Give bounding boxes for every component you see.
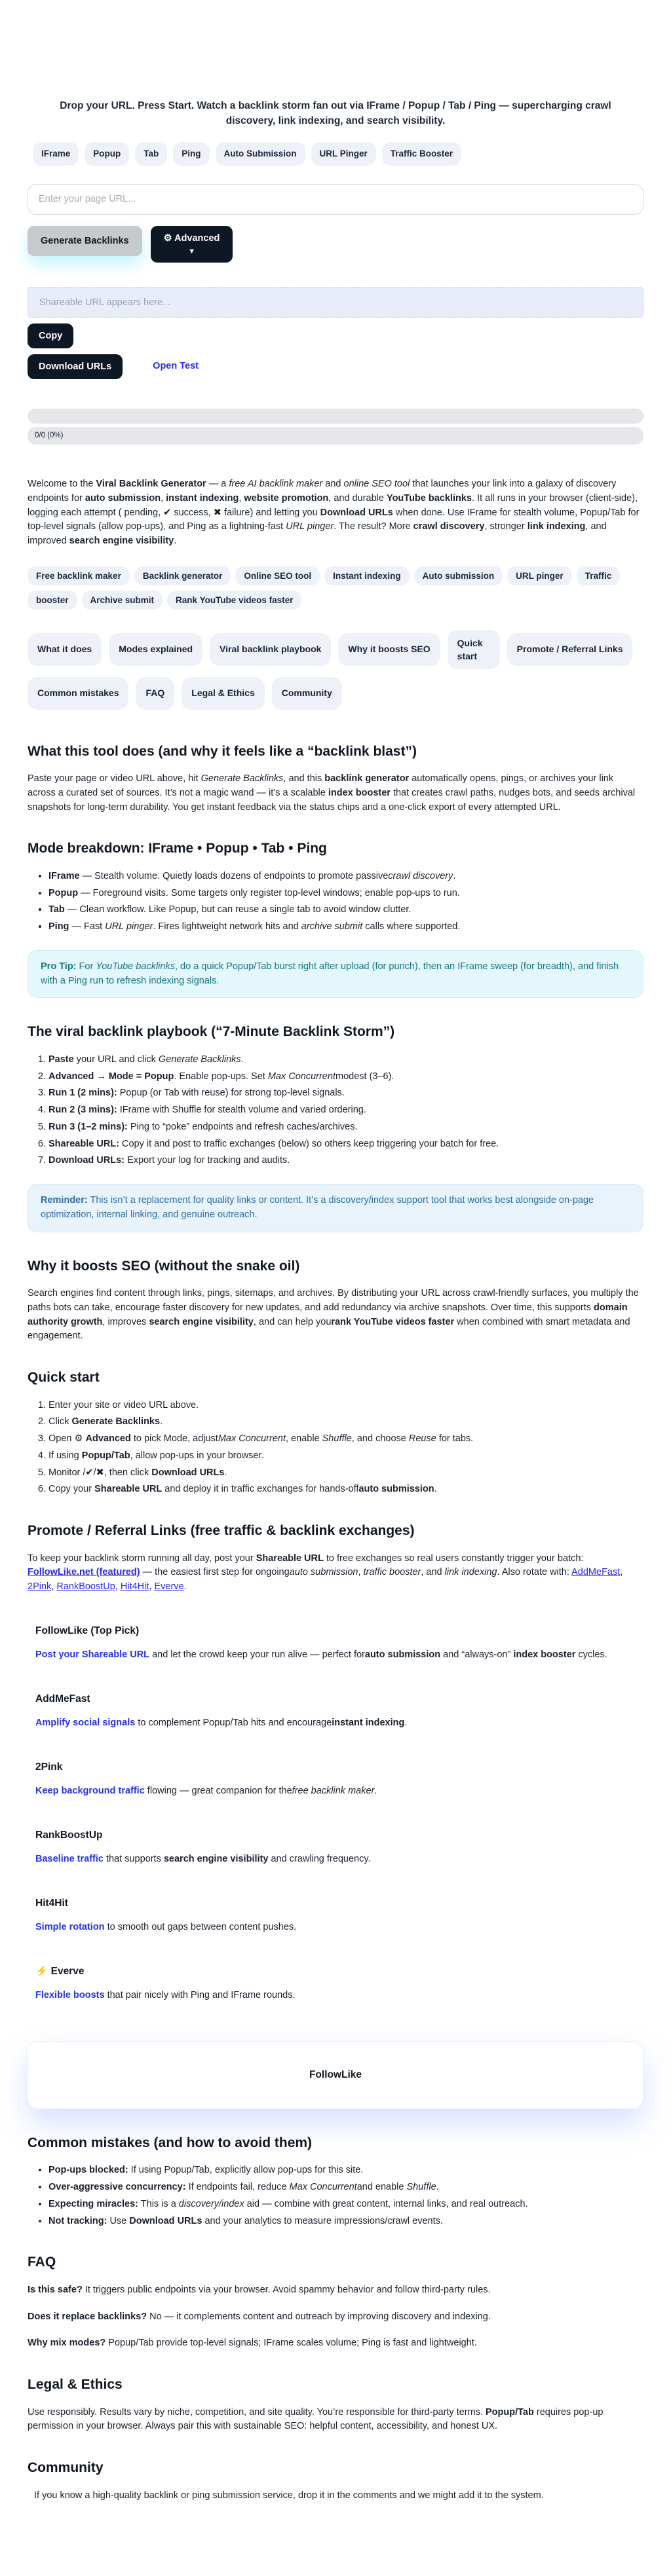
- text-segment: Copy your: [48, 1484, 95, 1495]
- text-segment: .: [174, 536, 177, 546]
- text-segment: .: [240, 1054, 244, 1065]
- followlike-banner-label: FollowLike: [309, 2069, 362, 2081]
- advanced-toggle-button[interactable]: [151, 226, 233, 263]
- text-segment: flowing — great companion for the: [144, 1786, 292, 1797]
- promo-card-followlike: [28, 1623, 643, 1663]
- text-segment: free backlink maker: [292, 1786, 375, 1797]
- section-nav-chip[interactable]: Common mistakes: [28, 677, 128, 709]
- text-segment: and “always-on”: [440, 1649, 514, 1661]
- text-segment: Pro Tip:: [41, 961, 77, 972]
- feature-chip: Auto Submission: [216, 142, 305, 166]
- text-segment: If using: [48, 1450, 82, 1461]
- community-paragraph: If you know a high-quality backlink or ping submission service, drop it in the comments and we might add it to the system.: [34, 2490, 544, 2501]
- section-nav-chip[interactable]: Promote / Referral Links: [507, 633, 633, 665]
- progress-label: 0/0 (0%): [35, 431, 64, 439]
- download-row: [28, 354, 643, 379]
- welcome-paragraph: [28, 477, 643, 549]
- text-segment: YouTube backlinks: [96, 961, 175, 972]
- text-segment: Why mix modes?: [28, 2338, 106, 2349]
- mode-list-item: [48, 887, 643, 901]
- text-segment: If endpoints fail, reduce: [185, 2182, 290, 2193]
- text-segment: Does it replace backlinks?: [28, 2311, 147, 2322]
- text-segment: that supports: [103, 1854, 164, 1865]
- text-segment: , and this: [283, 773, 325, 784]
- quickstart-step: [48, 1399, 643, 1413]
- text-segment: search engine visibility: [149, 1316, 254, 1327]
- text-segment: ,: [115, 1581, 121, 1592]
- followlike-banner-card[interactable]: [28, 2041, 643, 2109]
- pro-tip-callout: [28, 950, 643, 999]
- section-nav-chip[interactable]: Quick start: [448, 630, 500, 670]
- text-segment: .: [434, 1484, 437, 1495]
- mistake-item: [48, 2198, 643, 2212]
- text-segment: , and choose: [351, 1433, 409, 1444]
- promo-card-addmefast: [28, 1691, 643, 1731]
- text-segment: when done. Use IFrame for stealth volume, Popup/Tab for top-level signals (allow pop-ups), and Ping as a lightning-fast: [28, 507, 640, 532]
- copy-button[interactable]: Copy: [28, 323, 73, 348]
- text-segment: online SEO tool: [343, 479, 410, 489]
- hit4hit-rotation-link[interactable]: Simple rotation: [35, 1922, 105, 1933]
- promo-card-title: AddMeFast: [35, 1693, 90, 1704]
- text-segment: Open ⚙: [48, 1433, 86, 1444]
- text-segment: Shareable URL: [256, 1553, 324, 1564]
- text-segment: crawl discovery: [413, 521, 485, 532]
- promo-card-body: [35, 1784, 643, 1799]
- followlike-post-link[interactable]: Post your Shareable URL: [35, 1649, 150, 1661]
- legal-heading: Legal & Ethics: [28, 2377, 123, 2393]
- text-segment: ,: [149, 1581, 155, 1592]
- text-segment: If using Popup/Tab, explicitly allow pop-ups for this site.: [128, 2165, 364, 2176]
- text-segment: , allow pop-ups in your browser.: [130, 1450, 264, 1461]
- keyword-chip: Traffic booster: [28, 566, 620, 610]
- text-segment: Reminder:: [41, 1195, 88, 1206]
- text-segment: Advanced → Mode = Popup: [48, 1071, 174, 1082]
- keyword-chip: Free backlink maker: [28, 566, 130, 585]
- feature-chip: Ping: [173, 142, 209, 166]
- feature-chip: Traffic Booster: [382, 142, 461, 166]
- text-segment: Expecting miracles:: [48, 2198, 138, 2209]
- promo-card-rankboostup: [28, 1828, 643, 1867]
- text-segment: auto submission: [364, 1649, 441, 1661]
- text-segment: YouTube backlinks: [386, 492, 472, 504]
- promo-card-everve: [28, 1964, 643, 2003]
- text-segment: Popup/Tab: [486, 2406, 534, 2418]
- text-segment: link indexing: [444, 1567, 497, 1578]
- download-urls-button[interactable]: Download URLs: [28, 354, 123, 379]
- text-segment: auto submission: [85, 492, 161, 504]
- text-segment: Max Concurrent: [289, 2182, 357, 2193]
- text-segment: .: [160, 1416, 163, 1427]
- what-paragraph: [28, 772, 643, 815]
- shareable-url-box: [28, 287, 643, 318]
- reminder-callout: [28, 1184, 643, 1232]
- mistakes-heading: Common mistakes (and how to avoid them): [28, 2135, 313, 2150]
- text-segment: — Stealth volume. Quietly loads dozens of endpoints to promote passive: [79, 870, 389, 881]
- mode-list-item: [48, 903, 643, 917]
- text-segment: . The result? More: [334, 521, 413, 532]
- text-segment: automatically opens, pings, or archives your link across a curated set of sources. It’s not a magic wand — it’s a scalable: [28, 773, 614, 798]
- section-nav-chip[interactable]: Legal & Ethics: [182, 677, 264, 709]
- keyword-chip: Backlink generator: [134, 566, 231, 585]
- community-heading: Community: [28, 2460, 104, 2476]
- text-segment: auto submission: [289, 1567, 358, 1578]
- promo-card-title: RankBoostUp: [35, 1829, 103, 1841]
- gear-icon-label: ⚙ Advanced: [163, 232, 220, 244]
- text-segment: , and can help you: [253, 1316, 332, 1327]
- text-segment: , and improved: [28, 521, 607, 546]
- text-segment: .: [404, 1718, 408, 1729]
- text-segment: Not tracking:: [48, 2215, 107, 2226]
- text-segment: For: [76, 961, 96, 972]
- text-segment: Download URLs:: [48, 1155, 125, 1166]
- addmefast-amplify-link[interactable]: Amplify social signals: [35, 1718, 136, 1729]
- keyword-chips: [28, 564, 643, 613]
- playbook-step: [48, 1137, 643, 1152]
- keyword-chip: Instant indexing: [324, 566, 410, 585]
- text-segment: that creates crawl paths, nudges bots, and seeds archival snapshots for long-term durability. You get instant feedback via the status chips and a one-click export of every attempted URL.: [28, 787, 636, 813]
- text-segment: when combined with smart metadata and engagement.: [28, 1316, 630, 1342]
- text-segment: Ping to “poke” endpoints and refresh caches/archives.: [127, 1121, 358, 1132]
- section-nav-chip[interactable]: Why it boosts SEO: [338, 633, 440, 665]
- text-segment: To keep your backlink storm running all day, post your: [28, 1553, 256, 1564]
- text-segment: Welcome to the: [28, 479, 96, 489]
- playbook-steps: [28, 1053, 643, 1168]
- text-segment: This is a: [138, 2198, 179, 2209]
- text-segment: and let the crowd keep your run alive — perfect for: [149, 1649, 365, 1661]
- text-segment: that pair nicely with Ping and IFrame rounds.: [104, 1990, 296, 2001]
- promote-heading: Promote / Referral Links (free traffic & backlink exchanges): [28, 1523, 415, 1539]
- text-segment: . Also rotate with:: [497, 1567, 572, 1578]
- text-segment: to complement Popup/Tab hits and encourage: [135, 1718, 332, 1729]
- progress-status: [28, 427, 643, 445]
- promo-card-body: [35, 1852, 643, 1867]
- rankboostup-baseline-link[interactable]: Baseline traffic: [35, 1854, 104, 1865]
- text-segment: Is this safe?: [28, 2284, 83, 2295]
- keyword-chip: Auto submission: [414, 566, 503, 585]
- promo-card-2pink: [28, 1759, 643, 1799]
- mistakes-list: [28, 2163, 643, 2228]
- text-segment: to smooth out gaps between content pushes.: [104, 1922, 297, 1933]
- text-segment: Tab: [48, 904, 65, 915]
- text-segment: search engine visibility: [163, 1854, 269, 1865]
- feature-chip: URL Pinger: [311, 142, 376, 166]
- faq-heading: FAQ: [28, 2254, 56, 2270]
- text-segment: . It all runs in your browser (client-side), logging each attempt ( pending, ✔ success, ✖ failure) and letting you: [28, 492, 638, 518]
- text-segment: Advanced: [85, 1433, 131, 1444]
- quickstart-step: [48, 1449, 643, 1463]
- text-segment: Enter your site or video URL above.: [48, 1399, 199, 1410]
- text-segment: .: [183, 1581, 187, 1592]
- text-segment: traffic booster: [363, 1567, 421, 1578]
- hero-feature-chips: [33, 142, 638, 171]
- text-segment: Download URLs: [151, 1467, 225, 1478]
- text-segment: Max Concurrent: [218, 1433, 286, 1444]
- section-nav-chip[interactable]: What it does: [28, 633, 102, 665]
- feature-chip: Tab: [135, 142, 167, 166]
- 2pink-link[interactable]: 2Pink: [28, 1581, 52, 1592]
- text-segment: Max Concurrent: [267, 1071, 336, 1082]
- chevron-down-icon: ▼: [188, 247, 195, 255]
- quickstart-heading: Quick start: [28, 1370, 100, 1386]
- shareable-url-output[interactable]: [38, 297, 633, 308]
- hit4hit-link[interactable]: Hit4Hit: [120, 1581, 149, 1592]
- followlike-featured-link[interactable]: FollowLike.net (featured): [28, 1567, 140, 1578]
- text-segment: search engine visibility: [69, 536, 174, 546]
- text-segment: Popup/Tab: [81, 1450, 130, 1461]
- text-segment: and your analytics to measure impressions/crawl events.: [202, 2215, 443, 2226]
- section-nav-chip[interactable]: Viral backlink playbook: [210, 633, 331, 665]
- mistake-item: [48, 2180, 643, 2195]
- modes-list: [28, 870, 643, 934]
- text-segment: — Foreground visits. Some targets only register top-level windows; enable pop-ups to run.: [78, 887, 460, 898]
- playbook-step: [48, 1154, 643, 1168]
- text-segment: backlink generator: [324, 773, 410, 784]
- text-segment: IFrame: [48, 870, 80, 881]
- mode-list-item: [48, 920, 643, 934]
- playbook-step: [48, 1070, 643, 1084]
- text-segment: Monitor /✔/✖, then click: [48, 1467, 152, 1478]
- promo-card-title: ⚡ Everve: [35, 1965, 85, 1977]
- modes-heading: Mode breakdown: IFrame • Popup • Tab • Ping: [28, 841, 327, 856]
- copy-row: [28, 323, 643, 348]
- promo-card-body: [35, 1648, 643, 1663]
- mode-list-item: [48, 870, 643, 884]
- text-segment: Paste: [48, 1054, 74, 1065]
- why-paragraph: [28, 1287, 643, 1344]
- text-segment: .: [436, 2182, 439, 2193]
- text-segment: to pick Mode, adjust: [130, 1433, 218, 1444]
- text-segment: ,: [51, 1581, 57, 1592]
- playbook-step: [48, 1120, 643, 1135]
- text-segment: , stronger: [484, 521, 527, 532]
- text-segment: — the easiest first step for ongoing: [140, 1567, 290, 1578]
- text-segment: , do a quick Popup/Tab burst right after upload (for punch), then an IFrame sweep (for breadth), and finish with a Ping run to refresh indexing signals.: [41, 961, 619, 986]
- text-segment: and deploy it in traffic exchanges for hands-off: [162, 1484, 359, 1495]
- section-nav-chip[interactable]: FAQ: [136, 677, 174, 709]
- text-segment: . Enable pop-ups. Set: [174, 1071, 268, 1082]
- quickstart-step: [48, 1482, 643, 1497]
- text-segment: , improves: [102, 1316, 149, 1327]
- promo-card-hit4hit: [28, 1896, 643, 1935]
- promo-card-body: [35, 1716, 643, 1731]
- text-segment: for tabs.: [436, 1433, 474, 1444]
- text-segment: .: [374, 1786, 377, 1797]
- faq-entries: [28, 2283, 643, 2351]
- text-segment: website promotion: [244, 492, 329, 504]
- text-segment: domain authority growth: [28, 1302, 628, 1327]
- text-segment: , and durable: [328, 492, 387, 504]
- text-segment: rank YouTube videos faster: [331, 1316, 455, 1327]
- text-segment: free AI backlink maker: [229, 479, 323, 489]
- text-segment: .: [453, 870, 456, 881]
- action-button-row: [28, 226, 643, 263]
- playbook-step: [48, 1103, 643, 1118]
- text-segment: Popup/Tab provide top-level signals; IFrame scales volume; Ping is fast and lightweight.: [105, 2338, 477, 2349]
- text-segment: Use responsibly. Results vary by niche, competition, and site quality. You’re responsible for third-party terms.: [28, 2406, 486, 2418]
- text-segment: Reuse: [408, 1433, 436, 1444]
- text-segment: Generate Backlinks: [158, 1054, 241, 1065]
- generate-backlinks-button[interactable]: Generate Backlinks: [28, 226, 142, 256]
- text-segment: calls where supported.: [362, 921, 461, 932]
- text-segment: IFrame with Shuffle for stealth volume and varied ordering.: [117, 1105, 366, 1116]
- text-segment: link indexing: [527, 521, 586, 532]
- text-segment: No — it complements content and outreach by improving discovery and indexing.: [147, 2311, 491, 2322]
- mistake-item: [48, 2215, 643, 2229]
- playbook-step: [48, 1053, 643, 1067]
- text-segment: — a: [206, 479, 229, 489]
- quickstart-step: [48, 1466, 643, 1481]
- keyword-chip: Archive submit: [82, 591, 163, 610]
- text-segment: and enable: [356, 2182, 407, 2193]
- progress-bar: [28, 409, 643, 424]
- 2pink-keep-link[interactable]: Keep background traffic: [35, 1786, 145, 1797]
- mistake-item: [48, 2163, 643, 2178]
- open-test-link[interactable]: Open Test: [153, 361, 199, 372]
- section-nav-chip[interactable]: Community: [272, 677, 342, 709]
- keyword-chip: Rank YouTube videos faster: [167, 591, 301, 610]
- text-segment: Generate Backlinks: [201, 773, 284, 784]
- text-segment: aid — combine with great content, internal links, and real outreach.: [244, 2198, 528, 2209]
- text-segment: — Fast: [69, 921, 105, 932]
- text-segment: archive submit: [301, 921, 363, 932]
- text-segment: Search engines find content through links, pings, sitemaps, and archives. By distributing your URL across crawl-friendly surfaces, you multiply the paths bots can take, encourage faster discovery for new updates, and add redundancy via archive snapshots. Over time, this supports: [28, 1288, 639, 1313]
- text-segment: ,: [358, 1567, 364, 1578]
- playbook-heading: The viral backlink playbook (“7-Minute Backlink Storm”): [28, 1024, 395, 1040]
- playbook-step: [48, 1086, 643, 1101]
- section-nav-chip[interactable]: Modes explained: [109, 633, 202, 665]
- promo-card-title: 2Pink: [35, 1761, 63, 1773]
- text-segment: discovery/index: [178, 2198, 244, 2209]
- section-nav-chips: [28, 630, 643, 718]
- feature-chip: IFrame: [33, 142, 79, 166]
- hero-tagline: Drop your URL. Press Start. Watch a backlink storm fan out via IFrame / Popup / Tab / Ping — supercharging crawl discovery, link indexing, and search visibility.: [60, 100, 611, 127]
- text-segment: Shareable URL: [94, 1484, 163, 1495]
- text-segment: index booster: [513, 1649, 576, 1661]
- text-segment: ,: [161, 492, 166, 504]
- everve-link[interactable]: Everve: [154, 1581, 184, 1592]
- text-segment: modest (3–6).: [336, 1071, 394, 1082]
- text-segment: Run 1 (2 mins):: [48, 1088, 117, 1099]
- text-segment: URL pinger: [286, 521, 334, 532]
- quickstart-steps: [28, 1399, 643, 1498]
- faq-entry: [28, 2336, 643, 2351]
- text-segment: Download URLs: [320, 507, 393, 518]
- text-segment: instant indexing: [332, 1718, 405, 1729]
- keyword-chip: URL pinger: [507, 566, 572, 585]
- promote-paragraph: [28, 1552, 643, 1594]
- text-segment: to free exchanges so real users constantly trigger your batch:: [323, 1553, 584, 1564]
- text-segment: ,: [620, 1567, 623, 1578]
- page-url-input[interactable]: [28, 184, 643, 215]
- text-segment: Ping: [48, 921, 69, 932]
- text-segment: Run 2 (3 mins):: [48, 1105, 117, 1116]
- text-segment: It triggers public endpoints via your browser. Avoid spammy behavior and follow third-party rules.: [82, 2284, 491, 2295]
- text-segment: Run 3 (1–2 mins):: [48, 1121, 128, 1132]
- text-segment: and crawling frequency.: [268, 1854, 371, 1865]
- text-segment: — Clean workflow. Like Popup, but can reuse a single tab to avoid window clutter.: [64, 904, 412, 915]
- text-segment: auto submission: [358, 1484, 434, 1495]
- text-segment: Popup: [48, 887, 79, 898]
- text-segment: your URL and click: [73, 1054, 159, 1065]
- quickstart-step: [48, 1415, 643, 1429]
- text-segment: .: [224, 1467, 227, 1478]
- quickstart-step: [48, 1432, 643, 1446]
- text-segment: requires pop-up permission in your browser. Always pair this with sustainable SEO: helpful content, accessibility, and honest UX.: [28, 2406, 604, 2432]
- promo-card-title: FollowLike (Top Pick): [35, 1625, 140, 1636]
- text-segment: Download URLs: [129, 2215, 202, 2226]
- addmefast-link[interactable]: AddMeFast: [571, 1567, 621, 1578]
- text-segment: Over-aggressive concurrency:: [48, 2182, 186, 2193]
- text-segment: . Fires lightweight network hits and: [153, 921, 301, 932]
- text-segment: Shuffle: [322, 1433, 352, 1444]
- text-segment: crawl discovery: [388, 870, 453, 881]
- everve-boosts-link[interactable]: Flexible boosts: [35, 1990, 105, 2001]
- rankboostup-link[interactable]: RankBoostUp: [56, 1581, 115, 1592]
- why-heading: Why it boosts SEO (without the snake oil): [28, 1258, 300, 1274]
- legal-paragraph: [28, 2406, 643, 2435]
- text-segment: , and: [421, 1567, 445, 1578]
- text-segment: cycles.: [575, 1649, 607, 1661]
- text-segment: Generate Backlinks: [71, 1416, 161, 1427]
- text-segment: Viral Backlink Generator: [96, 479, 206, 489]
- text-segment: Popup (or Tab with reuse) for strong top-level signals.: [117, 1088, 345, 1099]
- text-segment: , enable: [286, 1433, 322, 1444]
- text-segment: This isn’t a replacement for quality links or content. It’s a discovery/index support tool that works best alongside on-page optimization, internal linking, and genuine outreach.: [41, 1195, 594, 1220]
- text-segment: Shuffle: [406, 2182, 436, 2193]
- text-segment: Export your log for tracking and audits.: [125, 1155, 290, 1166]
- text-segment: instant indexing: [166, 492, 239, 504]
- text-segment: Copy it and post to traffic exchanges (below) so others keep triggering your batch for free.: [119, 1138, 499, 1149]
- promo-card-body: [35, 1921, 643, 1935]
- text-segment: ,: [239, 492, 244, 504]
- promo-card-title: Hit4Hit: [35, 1897, 68, 1909]
- faq-entry: [28, 2283, 643, 2298]
- text-segment: Pop-ups blocked:: [48, 2165, 128, 2176]
- text-segment: that launches your link into a galaxy of discovery endpoints for: [28, 479, 617, 504]
- promo-card-body: [35, 1989, 643, 2003]
- text-segment: Shareable URL:: [48, 1138, 119, 1149]
- text-segment: URL pinger: [105, 921, 153, 932]
- text-segment: Paste your page or video URL above, hit: [28, 773, 201, 784]
- text-segment: index booster: [328, 787, 391, 798]
- text-segment: Use: [107, 2215, 130, 2226]
- feature-chip: Popup: [85, 142, 129, 166]
- text-segment: and: [322, 479, 344, 489]
- keyword-chip: Online SEO tool: [235, 566, 320, 585]
- faq-entry: [28, 2310, 643, 2325]
- what-heading: What this tool does (and why it feels like a “backlink blast”): [28, 743, 417, 759]
- text-segment: Click: [48, 1416, 72, 1427]
